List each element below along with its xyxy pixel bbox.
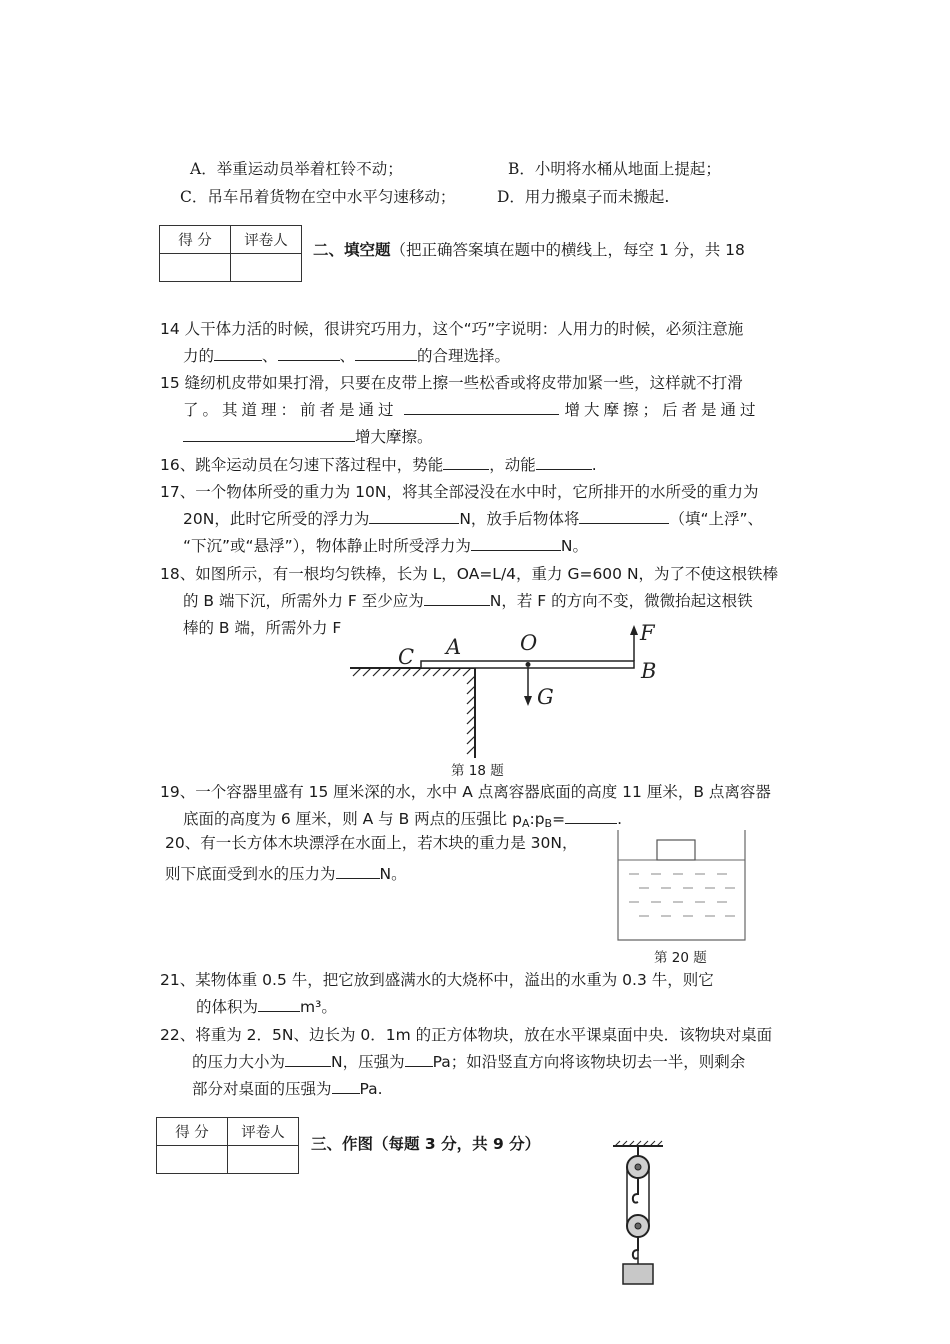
wood-block	[657, 840, 695, 860]
label-f: F	[640, 621, 655, 645]
q21-text-b: m³。	[300, 998, 337, 1016]
q17-text-b: N，放手后物体将	[459, 510, 580, 528]
q14-text-a: 力的	[183, 347, 215, 365]
q19-end: .	[617, 810, 623, 828]
q19-sub-a: A	[521, 817, 530, 830]
q22-line1: 22、将重为 2．5N、边长为 0．1m 的正方体物块，放在水平课桌面中央．该物块对桌面	[160, 1026, 773, 1044]
fig20-caption: 第 20 题	[654, 950, 707, 966]
q14-text-d: 的合理选择。	[417, 347, 511, 365]
q17-line1: 17、一个物体所受的重力为 10N，将其全部浸没在水中时，它所排开的水所受的重力为	[160, 483, 759, 501]
q16-text-c: .	[591, 456, 597, 474]
q22-text-e: Pa.	[359, 1080, 383, 1098]
figure-18	[345, 618, 665, 763]
q15-blank-2[interactable]	[183, 427, 355, 442]
q19-blank[interactable]	[565, 809, 617, 824]
label-g: G	[537, 685, 554, 709]
force-f-arrow	[630, 625, 638, 635]
section2-heading	[313, 238, 745, 260]
fig18-caption: 第 18 题	[451, 763, 504, 779]
ground-hatch	[353, 668, 471, 676]
q17-text-d: “下沉”或“悬浮”），物体静止时所受浮力为	[183, 537, 471, 555]
score-cell[interactable]	[160, 254, 231, 282]
q20-text-a: 则下底面受到水的压力为	[165, 865, 336, 883]
q14-text-b: 、	[262, 347, 278, 365]
question-14	[160, 316, 795, 370]
water-dashes	[629, 874, 735, 916]
force-g-arrow	[524, 696, 532, 706]
q22-blank-3[interactable]	[332, 1079, 360, 1094]
q16-text-a: 16、跳伞运动员在匀速下落过程中，势能	[160, 456, 444, 474]
q14-blank-3[interactable]	[355, 346, 417, 361]
question-16	[160, 452, 795, 479]
hook-icon	[633, 1178, 638, 1203]
q19-eq: =	[552, 810, 566, 828]
score-table-2	[156, 1117, 299, 1174]
grader-header-2: 评卷人	[228, 1118, 299, 1146]
q15-blank-1[interactable]	[404, 400, 559, 415]
section2-note: （把正确答案填在题中的横线上，每空 1 分，共 18	[390, 241, 745, 259]
score-header-2: 得 分	[157, 1118, 228, 1146]
option-c: C．吊车吊着货物在空中水平匀速移动；	[180, 188, 456, 206]
section3-heading: 三、作图（每题 3 分，共 9 分）	[311, 1135, 541, 1153]
q19-colon: :p	[529, 810, 545, 828]
score-header: 得 分	[160, 226, 231, 254]
q14-blank-2[interactable]	[278, 346, 340, 361]
question-22	[160, 1022, 795, 1103]
q22-text-b: N，压强为	[331, 1053, 405, 1071]
q19-sub-b: B	[544, 817, 553, 830]
q16-blank-2[interactable]	[536, 455, 592, 470]
q18-text-a: 的 B 端下沉，所需外力 F 至少应为	[183, 592, 424, 610]
q22-blank-2[interactable]	[405, 1052, 433, 1067]
score-table	[159, 225, 302, 282]
q19-line1: 19、一个容器里盛有 15 厘米深的水，水中 A 点离容器底面的高度 11 厘米，B 点离容器	[160, 783, 771, 801]
q14-line1: 14 人干体力活的时候，很讲究巧用力，这个“巧”字说明：人用力的时候，必须注意施	[160, 320, 744, 338]
question-21	[160, 967, 795, 1021]
section2-title: 二、填空题	[313, 241, 391, 259]
q14-blank-1[interactable]	[214, 346, 262, 361]
label-a: A	[446, 635, 462, 659]
q21-blank[interactable]	[258, 997, 300, 1012]
q20-line1: 20、有一长方体木块漂浮在水面上，若木块的重力是 30N，	[165, 834, 578, 852]
label-b: B	[641, 659, 657, 683]
q22-blank-1[interactable]	[285, 1052, 331, 1067]
q15-text-a: 了。其道理：前者是通过	[183, 401, 398, 419]
q18-text-b: N，若 F 的方向不变，微微抬起这根铁	[489, 592, 753, 610]
q18-blank-1[interactable]	[424, 591, 490, 606]
q20-text-b: N。	[379, 865, 407, 883]
q20-blank[interactable]	[336, 864, 380, 879]
q22-text-c: Pa；如沿竖直方向将该物块切去一半，则剩余	[432, 1053, 746, 1071]
q14-text-c: 、	[339, 347, 356, 365]
q18-line3: 棒的 B 端，所需外力 F	[183, 619, 342, 637]
q15-text-b: 增大摩擦；后者是通过	[564, 401, 760, 419]
grader-cell-2[interactable]	[228, 1146, 299, 1174]
q15-text-c: 增大摩擦。	[355, 428, 433, 446]
option-a: A．举重运动员举着杠铃不动；	[190, 160, 403, 178]
q17-text-e: N。	[560, 537, 588, 555]
option-d: D．用力搬桌子而未搬起.	[497, 188, 670, 206]
pulley-figure	[605, 1138, 675, 1288]
option-b: B．小明将水桶从地面上提起；	[508, 160, 721, 178]
label-c: C	[398, 645, 415, 669]
wall-hatch	[467, 676, 475, 754]
q17-text-c: （填“上浮”、	[669, 510, 763, 528]
q17-blank-2[interactable]	[579, 509, 669, 524]
pivot-o	[526, 662, 531, 667]
q17-text-a: 20N，此时它所受的浮力为	[183, 510, 370, 528]
question-17	[160, 479, 795, 560]
label-o: O	[520, 631, 538, 655]
q16-text-b: ，动能	[489, 456, 536, 474]
grader-header: 评卷人	[231, 226, 302, 254]
q16-blank-1[interactable]	[443, 455, 489, 470]
hook-icon-2	[633, 1237, 638, 1259]
figure-20	[615, 828, 750, 943]
q22-text-a: 的压力大小为	[192, 1053, 286, 1071]
weight-block	[623, 1264, 653, 1284]
q17-blank-3[interactable]	[471, 536, 561, 551]
question-15	[160, 370, 795, 451]
score-cell-2[interactable]	[157, 1146, 228, 1174]
q21-line1: 21、某物体重 0.5 牛，把它放到盛满水的大烧杯中，溢出的水重为 0.3 牛，则它	[160, 971, 714, 989]
q15-line1: 15 缝纫机皮带如果打滑，只要在皮带上擦一些松香或将皮带加紧一些，这样就不打滑	[160, 374, 743, 392]
grader-cell[interactable]	[231, 254, 302, 282]
q17-blank-1[interactable]	[369, 509, 459, 524]
q18-line1: 18、如图所示，有一根均匀铁棒，长为 L，OA=L/4，重力 G=600 N，为了不使这根铁棒	[160, 565, 779, 583]
q22-text-d: 部分对桌面的压强为	[192, 1080, 332, 1098]
q21-text-a: 的体积为	[196, 998, 259, 1016]
q19-text-a: 底面的高度为 6 厘米，则 A 与 B 两点的压强比 p	[183, 810, 522, 828]
